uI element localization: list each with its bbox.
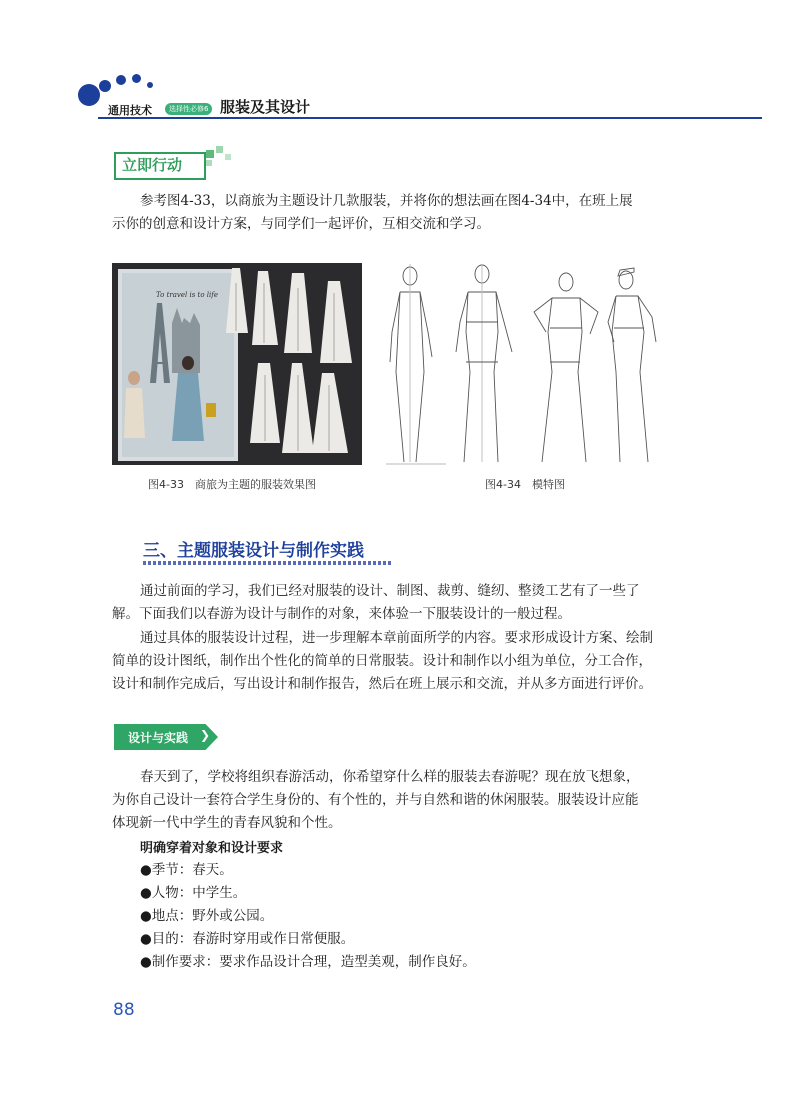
requirement-item: ●季节：春天。 <box>140 862 233 878</box>
practice-paragraph <box>112 766 684 835</box>
chevron-right-icon: ❯ <box>200 728 211 742</box>
header-decor-dot <box>99 80 111 92</box>
section-paragraph-2 <box>112 627 684 696</box>
header-decor-dot <box>78 84 100 106</box>
series-pill: 选择性必修6 <box>165 103 212 115</box>
badge-decor-square <box>216 146 223 153</box>
requirement-item: ●地点：野外或公园。 <box>140 908 274 924</box>
requirements-list <box>140 859 476 974</box>
section-line: 设计和制作完成后，写出设计和制作报告，然后在班上展示和交流，并从多方面进行评价。 <box>112 676 652 692</box>
action-paragraph <box>112 190 682 236</box>
figure-4-33-caption: 图4-33 商旅为主题的服装效果图 <box>148 478 316 491</box>
requirement-item: ●目的：春游时穿用或作日常便服。 <box>140 931 355 947</box>
section-line: 通过具体的服装设计过程，进一步理解本章前面所学的内容。要求形成设计方案、绘制 <box>140 630 653 646</box>
badge-decor-square <box>206 150 214 158</box>
series-label: 通用技术 <box>108 104 152 117</box>
practice-line: 为你自己设计一套符合学生身份的、有个性的，并与自然和谐的休闲服装。服装设计应能 <box>112 792 639 808</box>
header-decor-dot <box>116 75 126 85</box>
fashion-collage-figure <box>112 263 362 465</box>
section-title: 三、主题服装设计与制作实践 <box>143 541 364 561</box>
collage-script-text: To travel is to life <box>156 291 218 299</box>
header-decor-dot <box>132 74 141 83</box>
section-line: 通过前面的学习，我们已经对服装的设计、制图、裁剪、缝纫、整烫工艺有了一些了 <box>140 583 640 599</box>
practice-label: 设计与实践 <box>128 731 189 745</box>
action-label: 立即行动 <box>122 156 183 174</box>
figure-4-34-caption: 图4-34 模特图 <box>485 478 565 491</box>
page-number: 88 <box>113 1000 135 1020</box>
action-line: 参考图4-33，以商旅为主题设计几款服装，并将你的想法画在图4-34中，在班上展 <box>140 193 633 209</box>
practice-line: 春天到了，学校将组织春游活动，你希望穿什么样的服装去春游呢？现在放飞想象， <box>140 769 640 785</box>
section-line: 简单的设计图纸，制作出个性化的简单的日常服装。设计和制作以小组为单位，分工合作， <box>112 653 652 669</box>
section-line: 解。下面我们以春游为设计与制作的对象，来体验一下服装设计的一般过程。 <box>112 606 571 622</box>
section-title-underline <box>143 561 391 565</box>
model-croquis-figure <box>386 262 666 466</box>
requirements-subheading: 明确穿着对象和设计要求 <box>140 841 284 856</box>
header-decor-dot <box>147 82 153 88</box>
badge-decor-square <box>225 154 231 160</box>
requirement-item: ●制作要求：要求作品设计合理，造型美观，制作良好。 <box>140 954 476 970</box>
requirement-item: ●人物：中学生。 <box>140 885 247 901</box>
section-paragraph-1 <box>112 580 684 626</box>
action-line: 示你的创意和设计方案，与同学们一起评价，互相交流和学习。 <box>112 216 490 232</box>
practice-line: 体现新一代中学生的青春风貌和个性。 <box>112 815 342 831</box>
chapter-title: 服装及其设计 <box>220 98 311 116</box>
badge-decor-square <box>206 160 212 166</box>
